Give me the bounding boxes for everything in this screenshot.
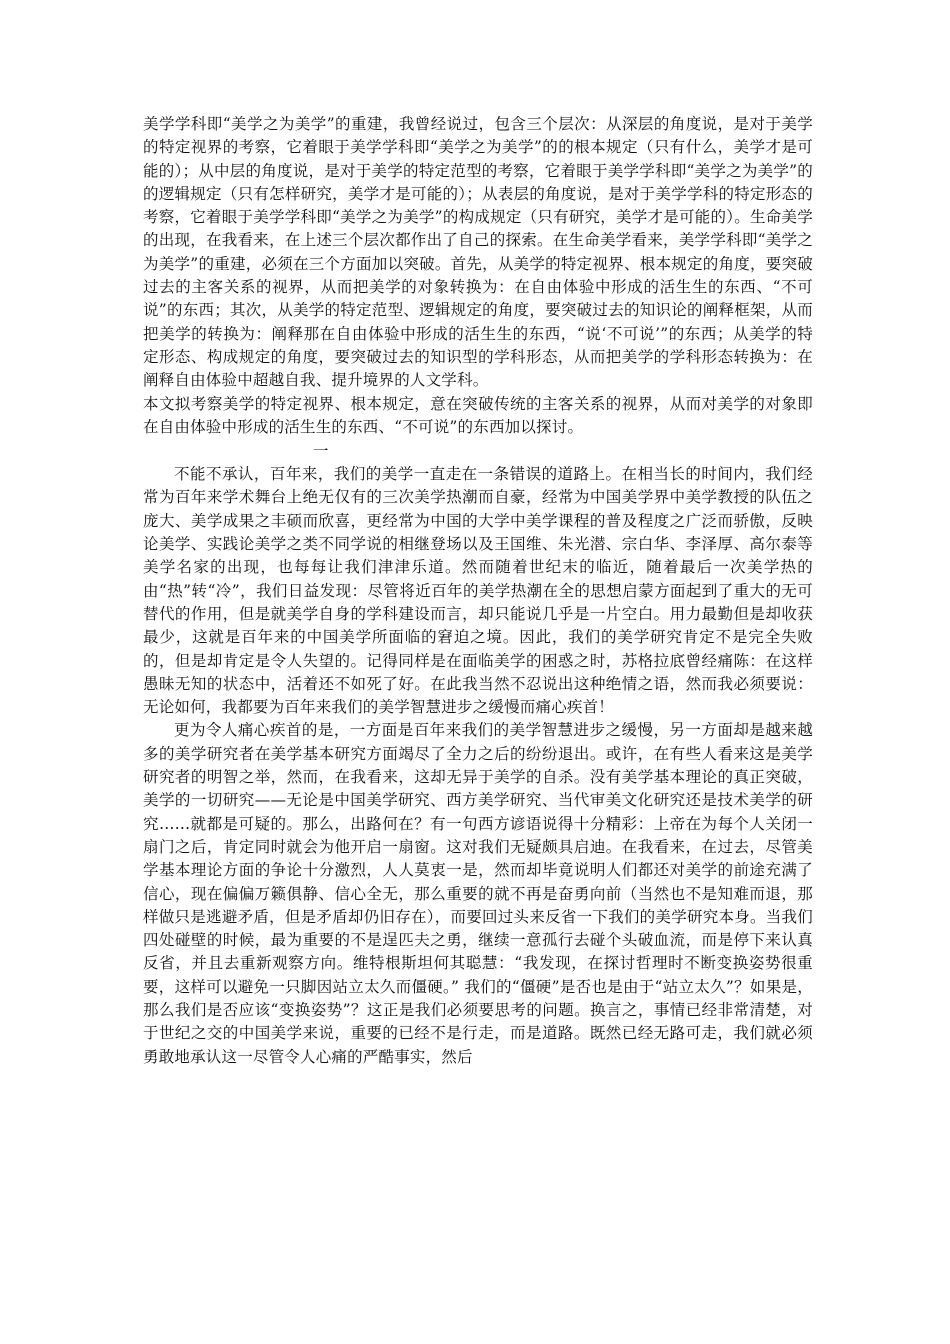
section-heading-one: 一 [313, 442, 329, 461]
paragraph-purpose: 本文拟考察美学的特定视界、根本规定，意在突破传统的主客关系的视界，从而对美学的对象即在自由体验中形成的活生生的东西、“不可说”的东西加以探讨。 [143, 394, 813, 436]
paragraph-intro: 美学学科即“美学之为美学”的重建，我曾经说过，包含三个层次：从深层的角度说，是对于美学的特定视界的考察，它着眼于美学学科即“美学之为美学”的的根本规定（只有什么，美学才是可能的）；从中层的角度说，是对于美学的特定范型的考察，它着眼于美学学科即“美学之为美学”的的逻辑规定（只有怎样研究，美学才是可能的）；从表层的角度说，是对于美学学科的特定形态的考察，它着眼于美学学科即“美学之为美学”的构成规定（只有研究，美学才是可能的）。生命美学的出现，在我看来，在上述三个层次都作出了自己的探索。在生命美学看来，美学学科即“美学之为美学”的重建，必须在三个方面加以突破。首先，从美学的特定视界、根本规定的角度，要突破过去的主客关系的视界，从而把美学的对象转换为：在自由体验中形成的活生生的东西、“不可说”的东西；其次，从美学的特定范型、逻辑规定的角度，要突破过去的知识论的阐释框架，从而把美学的转换为：阐释那在自由体验中形成的活生生的东西，“说‘不可说’”的东西；从美学的特定形态、构成规定的角度，要突破过去的知识型的学科形态，从而把美学的学科形态转换为：在阐释自由体验中超越自我、提升境界的人文学科。 [143, 115, 813, 390]
paragraph-section-2: 更为令人痛心疾首的是，一方面是百年来我们的美学智慧进步之缓慢，另一方面却是越来越多的美学研究者在美学基本研究方面竭尽了全力之后的纷纷退出。或许，在有些人看来这是美学研究者的明智之举，然而，在我看来，这却无异于美学的自杀。没有美学基本理论的真正突破，美学的一切研究——无论是中国美学研究、西方美学研究、当代审美文化研究还是技术美学的研究……就都是可疑的。那么，出路何在？有一句西方谚语说得十分精彩：上帝在为每个人关闭一扇门之后，肯定同时就会为他开启一扇窗。这对我们无疑颇具启迪。在我看来，在过去，尽管美学基本理论方面的争论十分激烈，人人莫衷一是，然而却毕竟说明人们都还对美学的前途充满了信心，现在偏偏万籁俱静、信心全无，那么重要的就不再是奋勇向前（当然也不是知难而退，那样做只是逃避矛盾，但是矛盾却仍旧存在），而要回过头来反省一下我们的美学研究本身。当我们四处碰壁的时候，最为重要的不是逞匹夫之勇，继续一意孤行去碰个头破血流，而是停下来认真反省，并且去重新观察方向。维特根斯坦何其聪慧：“我发现，在探讨哲理时不断变换姿势很重要，这样可以避免一只脚因站立太久而僵硬。” 我们的“僵硬”是否也是由于“站立太久”？如果是，那么我们是否应该“变换姿势”？这正是我们必须要思考的问题。换言之，事情已经非常清楚，对于世纪之交的中国美学来说，重要的已经不是行走，而是道路。既然已经无路可走，我们就必须勇敢地承认这一尽管令人心痛的严酷事实，然后 [143, 721, 813, 1066]
paragraph-section-1: 不能不承认，百年来，我们的美学一直走在一条错误的道路上。在相当长的时间内，我们经常为百年来学术舞台上绝无仅有的三次美学热潮而自豪，经常为中国美学界中美学教授的队伍之庞大、美学成果之丰硕而欣喜，更经常为中国的大学中美学课程的普及程度之广泛而骄傲，反映论美学、实践论美学之类不同学说的相继登场以及王国维、朱光潜、宗白华、李泽厚、高尔泰等美学名家的出现，也每每让我们津津乐道。然而随着世纪末的临近，随着最后一次美学热的由“热”转“冷”，我们日益发现：尽管将近百年的美学热潮在全的思想启蒙方面起到了重大的无可替代的作用，但是就美学自身的学科建设而言，却只能说几乎是一片空白。用力最勤但是却收获最少，这就是百年来的中国美学所面临的窘迫之境。因此，我们的美学研究肯定不是完全失败的，但是却肯定是令人失望的。记得同样是在面临美学的困惑之时，苏格拉底曾经痛陈：在这样愚昧无知的状态中，活着还不如死了好。在此我当然不忍说出这种绝情之语，然而我必须要说：无论如何，我都要为百年来我们的美学智慧进步之缓慢而痛心疾首！ [143, 465, 813, 717]
document-page [143, 113, 813, 1069]
